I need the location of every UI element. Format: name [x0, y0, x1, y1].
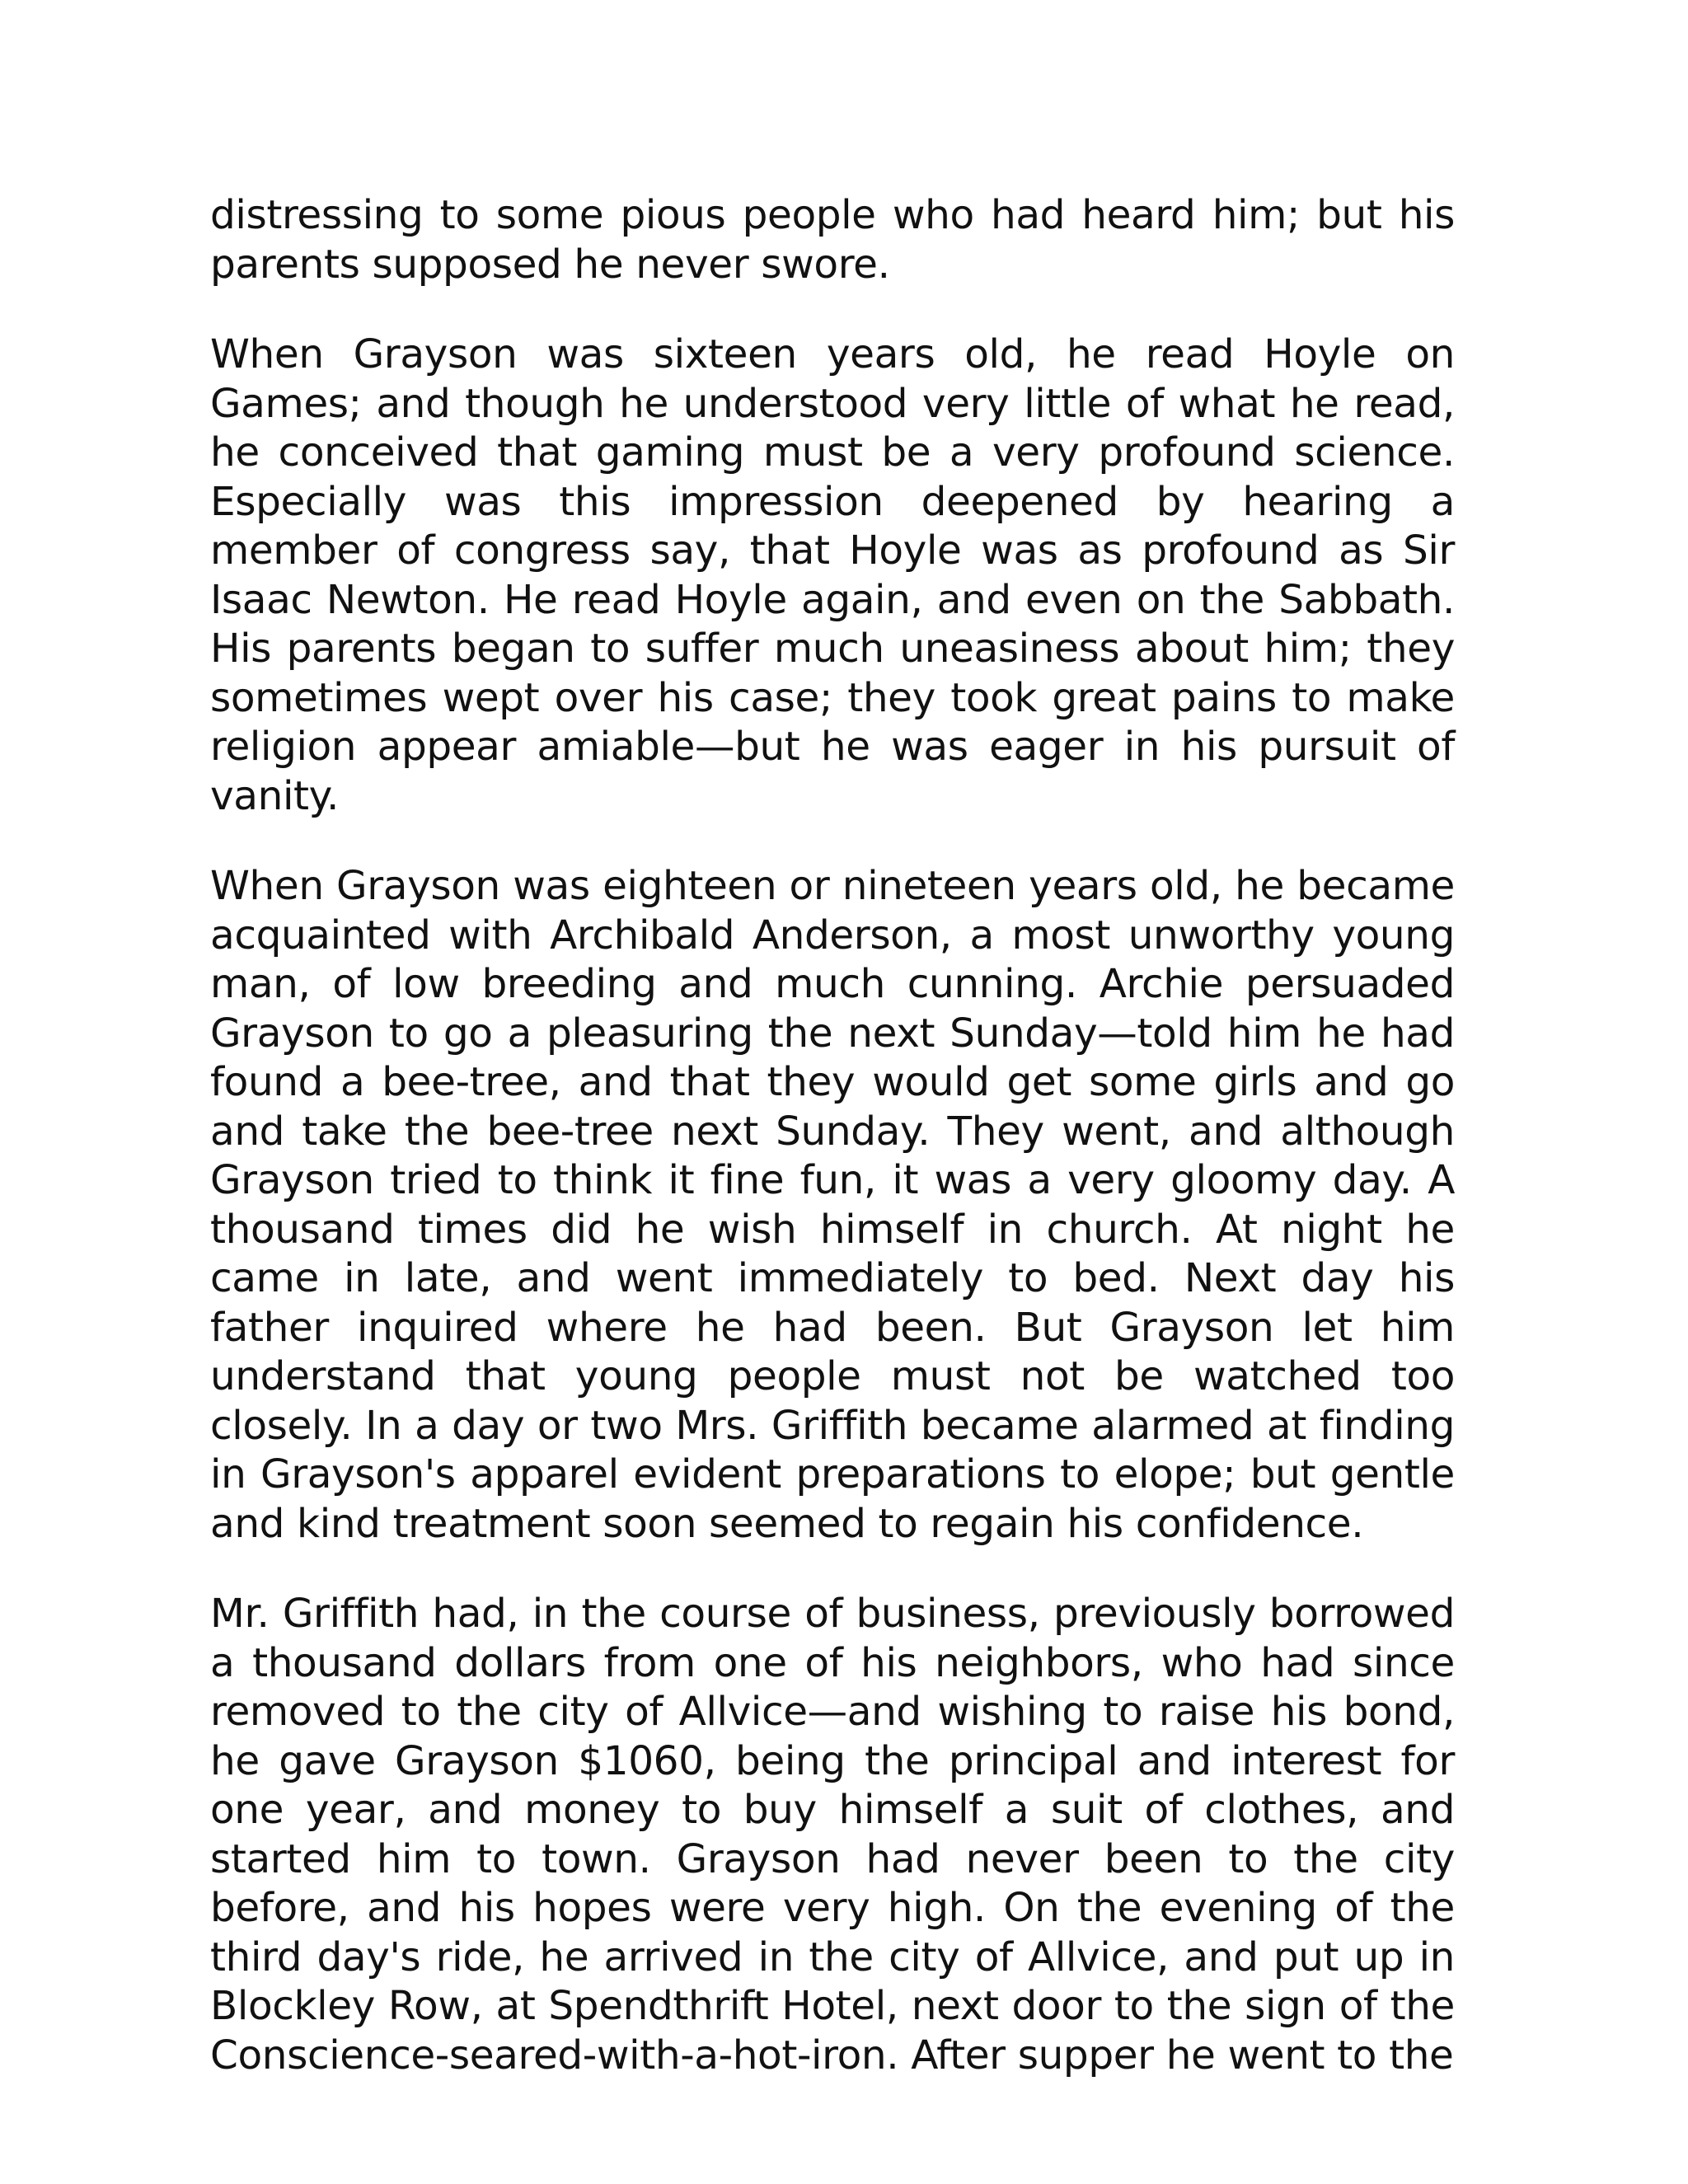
- document-page: [210, 191, 1455, 2080]
- paragraph-3: When Grayson was eighteen or nineteen years old, he became acquainted with Archibald Anderson, a most unworthy young man, of low breeding and much cunning. Archie persuaded Grayson to go a pleasuring the next Sunday—told him he had found a bee-tree, and that they would get some girls and go and take the bee-tree next Sunday. They went, and although Grayson tried to think it fine fun, it was a very gloomy day. A thousand times did he wish himself in church. At night he came in late, and went immediately to bed. Next day his father inquired where he had been. But Grayson let him understand that young people must not be watched too closely. In a day or two Mrs. Griffith became alarmed at finding in Grayson's apparel evident preparations to elope; but gentle and kind treatment soon seemed to regain his confidence.: [210, 863, 1455, 1547]
- paragraph-4: Mr. Griffith had, in the course of business, previously borrowed a thousand dollars from one of his neighbors, who had since removed to the city of Allvice—and wishing to raise his bond, he gave Grayson $1060, being the principal and interest for one year, and money to buy himself a suit of clothes, and started him to town. Grayson had never been to the city before, and his hopes were very high. On the evening of the third day's ride, he arrived in the city of Allvice, and put up in Blockley Row, at Spendthrift Hotel, next door to the sign of the Conscience-seared-with-a-hot-iron. After supper he went to the: [210, 1591, 1455, 2079]
- paragraph-2: When Grayson was sixteen years old, he read Hoyle on Games; and though he understood very little of what he read, he conceived that gaming must be a very profound science. Especially was this impression deepened by hearing a member of congress say, that Hoyle was as profound as Sir Isaac Newton. He read Hoyle again, and even on the Sabbath. His parents began to suffer much uneasiness about him; they sometimes wept over his case; they took great pains to make religion appear amiable—but he was eager in his pursuit of vanity.: [210, 331, 1455, 819]
- paragraph-1: distressing to some pious people who had heard him; but his parents supposed he never swore.: [210, 192, 1455, 288]
